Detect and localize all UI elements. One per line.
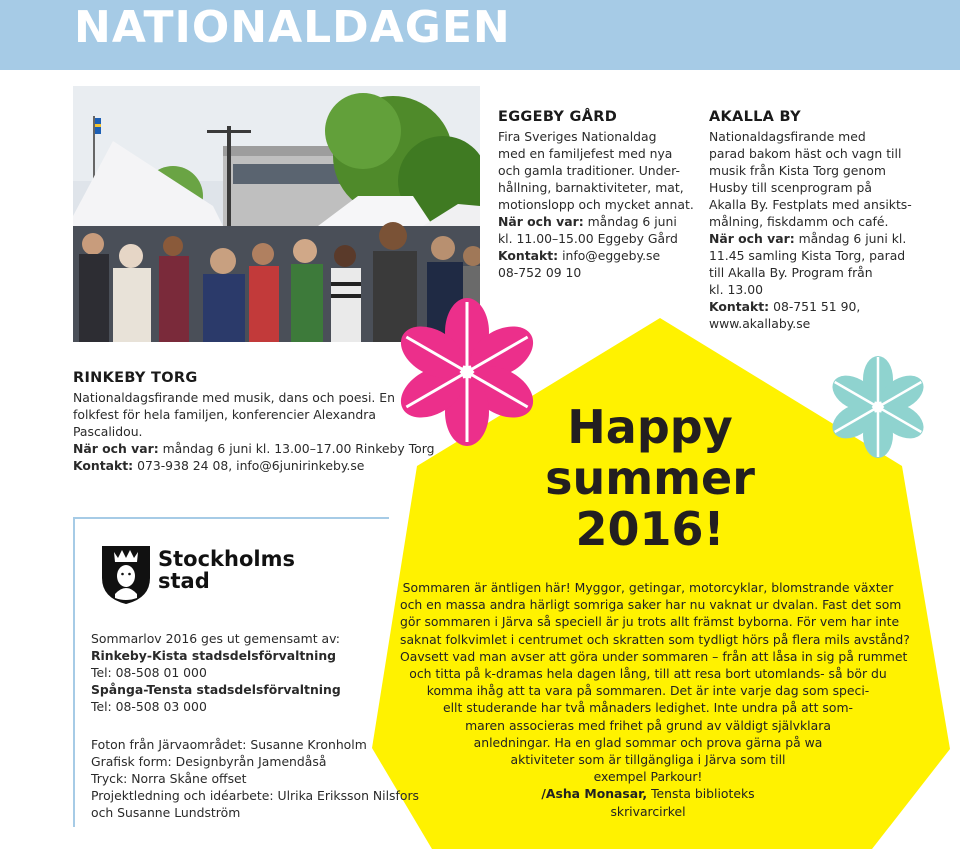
publisher-org: Rinkeby-Kista stadsdelsförvaltning	[91, 648, 337, 663]
pink-flower-icon	[392, 297, 542, 447]
akalla-text: musik från Kista Torg genom	[709, 163, 886, 178]
article-line: aktiviteter som är tillgängliga i Järva som till	[510, 752, 786, 768]
credit-line: Tryck: Norra Skåne offset	[91, 771, 247, 786]
author-affiliation: Tensta biblioteks	[647, 786, 755, 802]
akalla-section	[709, 109, 939, 332]
contact-value[interactable]: 073-938 24 08, info@6junirinkeby.se	[133, 458, 365, 473]
heading-line: Happy	[567, 400, 733, 454]
rinkeby-heading: RINKEBY TORG	[73, 370, 198, 386]
article-line: saknat folkvimlet i centrumet och skratten som tydligt hörs på flera mils avstånd?	[400, 631, 910, 647]
eggeby-text: Fira Sveriges Nationaldag	[498, 129, 657, 144]
logo-line: Stockholms	[158, 547, 295, 571]
article-line: och titta på k-dramas hela dagen lång, till att resa bort utomlands- så bör du	[409, 666, 887, 682]
publisher-phone: Tel: 08-508 01 000	[91, 665, 207, 680]
publisher-info	[91, 630, 421, 715]
author-name: /Asha Monasar,	[541, 786, 648, 802]
when-label: När och var:	[709, 231, 795, 246]
article-line: Oavsett vad man avser att göra under sommaren – från att låsa in sig på rummet	[400, 648, 908, 664]
publisher-phone: Tel: 08-508 03 000	[91, 699, 207, 714]
credit-line: Projektledning och idéarbete: Ulrika Eriksson Nilsfors	[91, 788, 419, 803]
article-line: och en massa andra härligt somriga saker har nu vaknat ur dvalan. Fast det som	[400, 597, 902, 613]
when-value: till Akalla By. Program från	[709, 265, 873, 280]
article-line: gör sommaren i Järva så speciell är ju trots allt främst byborna. För vem har inte	[400, 614, 900, 630]
when-label: När och var:	[498, 214, 584, 229]
page-title: NATIONALDAGEN	[74, 2, 511, 53]
rinkeby-text: Pascalidou.	[73, 424, 143, 439]
publisher-org: Spånga-Tensta stadsdelsförvaltning	[91, 682, 341, 697]
summer-article	[400, 579, 910, 820]
article-line: maren associeras med frihet på grund av väldigt självklara	[465, 717, 831, 733]
rinkeby-text: Nationaldagsfirande med musik, dans och poesi. En	[73, 390, 395, 405]
author-affiliation: skrivarcirkel	[610, 803, 686, 819]
article-line: ellt studerande har två månaders ledighet. Inte undra på att som-	[442, 700, 853, 716]
credits-list	[91, 736, 421, 821]
box-border-left	[73, 517, 75, 827]
when-value: kl. 13.00	[709, 282, 763, 297]
rinkeby-section	[73, 370, 435, 474]
akalla-text: Nationaldagsfirande med	[709, 129, 866, 144]
rinkeby-text: folkfest för hela familjen, konferencier Alexandra	[73, 407, 376, 422]
akalla-text: Akalla By. Festplats med ansikts-	[709, 197, 912, 212]
credit-line: Grafisk form: Designbyrån Jamendåså	[91, 754, 327, 769]
stockholm-crest-icon	[100, 542, 152, 606]
contact-email[interactable]: info@eggeby.se	[558, 248, 661, 263]
when-value: måndag 6 juni kl.	[794, 231, 907, 246]
when-label: När och var:	[73, 441, 159, 456]
happy-summer-heading	[540, 402, 760, 555]
eggeby-heading: EGGEBY GÅRD	[498, 109, 618, 125]
akalla-heading: AKALLA BY	[709, 109, 801, 125]
eggeby-section	[498, 109, 698, 281]
article-line: exempel Parkour!	[593, 769, 703, 785]
credit-line: Foton från Järvaområdet: Susanne Kronholm	[91, 737, 367, 752]
box-border-top	[73, 517, 389, 519]
article-line: komma ihåg att ta vara på sommaren. Det är inte varje dag som speci-	[426, 683, 870, 699]
akalla-text: målning, fiskdamm och café.	[709, 214, 889, 229]
stockholm-logo-text	[158, 548, 295, 592]
website-link[interactable]: www.akallaby.se	[709, 316, 811, 331]
contact-label: Kontakt:	[73, 458, 134, 473]
contact-label: Kontakt:	[709, 299, 770, 314]
akalla-text: parad bakom häst och vagn till	[709, 146, 902, 161]
article-line: Sommaren är äntligen här! Myggor, getingar, motorcyklar, blomstrande växter	[402, 580, 894, 595]
eggeby-text: hållning, barnaktiviteter, mat,	[498, 180, 684, 195]
akalla-text: Husby till scenprogram på	[709, 180, 872, 195]
when-value: måndag 6 juni	[583, 214, 677, 229]
eggeby-text: och gamla traditioner. Under-	[498, 163, 680, 178]
contact-phone: 08-752 09 10	[498, 265, 582, 280]
when-value: måndag 6 juni kl. 13.00–17.00 Rinkeby Torg	[158, 441, 435, 456]
credit-line: och Susanne Lundström	[91, 805, 241, 820]
mint-flower-icon	[827, 356, 929, 458]
logo-line: stad	[158, 569, 210, 593]
eggeby-text: med en familjefest med nya	[498, 146, 673, 161]
publisher-intro: Sommarlov 2016 ges ut gemensamt av:	[91, 631, 340, 646]
article-line: anledningar. Ha en glad sommar och prova gärna på wa	[473, 734, 823, 750]
when-value: kl. 11.00–15.00 Eggeby Gård	[498, 231, 678, 246]
heading-line: 2016!	[575, 502, 725, 556]
contact-label: Kontakt:	[498, 248, 559, 263]
heading-line: summer	[545, 451, 755, 505]
eggeby-text: motionslopp och mycket annat.	[498, 197, 694, 212]
when-value: 11.45 samling Kista Torg, parad	[709, 248, 906, 263]
contact-phone: 08-751 51 90,	[769, 299, 861, 314]
